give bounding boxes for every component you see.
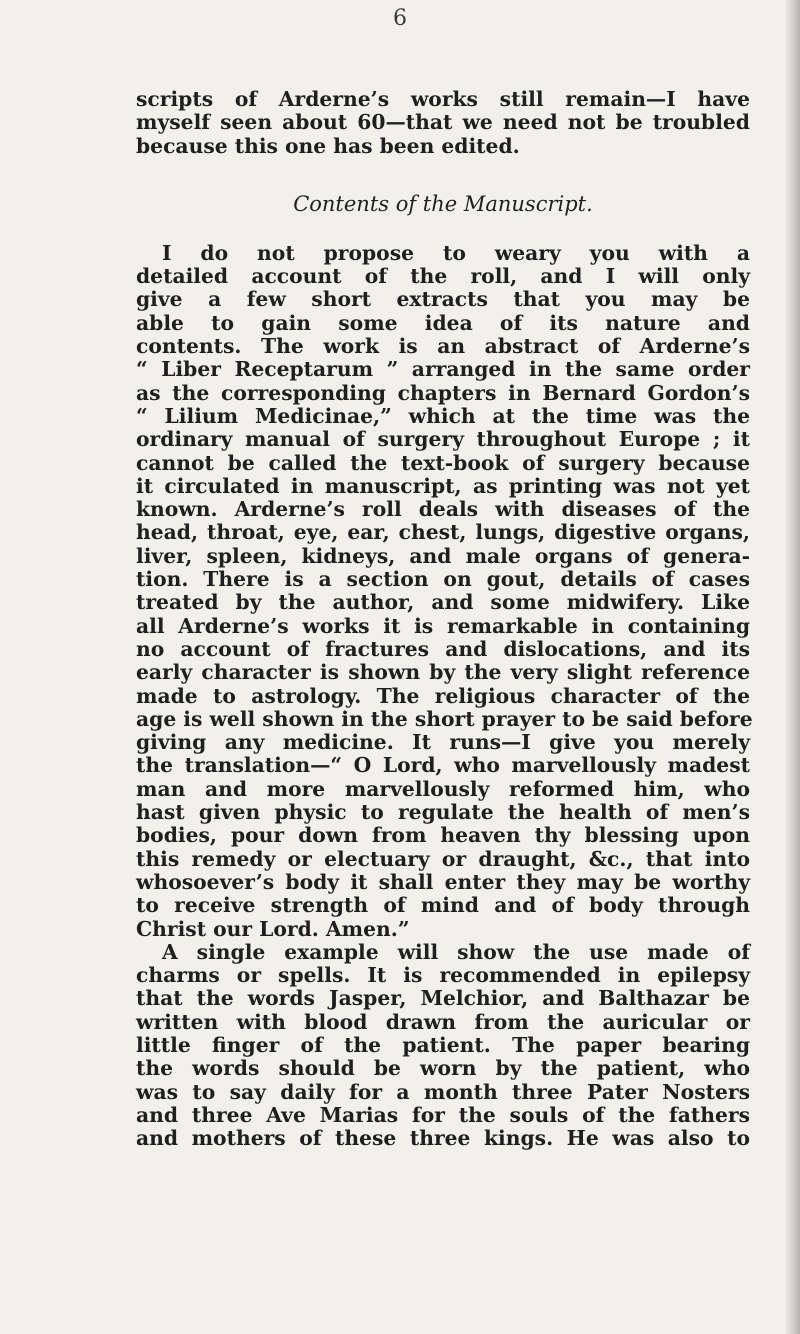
text-line: to receive strength of mind and of body through [136, 893, 750, 918]
text-line: written with blood drawn from the auricular or [136, 1009, 750, 1034]
text-line: head, throat, eye, ear, chest, lungs, digestive organs, [136, 520, 750, 545]
text-body [136, 87, 753, 1151]
text-line: as the corresponding chapters in Bernard Gordon’s [136, 380, 750, 405]
text-line: “ Liber Receptarum ” arranged in the same order [136, 357, 750, 382]
text-line: scripts of Arderne’s works still remain—I have [136, 87, 750, 111]
text-line: tion. There is a section on gout, details of cases [136, 567, 750, 592]
text-line: liver, spleen, kidneys, and male organs of genera- [136, 543, 750, 568]
text-line: giving any medicine. It runs—I give you merely [136, 730, 750, 755]
text-line: was to say daily for a month three Pater Nosters [136, 1079, 750, 1104]
text-line: A single example will show the use made of [162, 939, 750, 964]
text-line: “ Lilium Medicinae,” which at the time was the [136, 403, 750, 428]
text-line: the words should be worn by the patient, who [136, 1056, 750, 1081]
page-edge [786, 0, 800, 1334]
text-line: made to astrology. The religious character of the [136, 683, 750, 708]
text-line: the translation—“ O Lord, who marvellously madest [136, 753, 750, 778]
text-line: known. Arderne’s roll deals with diseases of the [136, 497, 750, 522]
opening-paragraph [136, 88, 750, 158]
text-line: and mothers of these three kings. He was also to [136, 1126, 750, 1151]
text-line: myself seen about 60—that we need not be troubled [136, 110, 750, 135]
text-line: Christ our Lord. Amen.” [136, 916, 410, 941]
text-line: charms or spells. It is recommended in epilepsy [136, 963, 750, 988]
paragraph-charms [136, 941, 750, 1151]
text-line: all Arderne’s works it is remarkable in containing [136, 613, 750, 638]
text-line: I do not propose to weary you with a [162, 240, 750, 265]
paragraph-contents [136, 240, 753, 941]
text-line: that the words Jasper, Melchior, and Balthazar be [136, 986, 750, 1011]
text-line: no account of fractures and dislocations, and its [136, 636, 750, 661]
page-number: 6 [393, 6, 407, 31]
text-line: detailed account of the roll, and I will only [136, 264, 750, 289]
text-line: bodies, pour down from heaven thy blessing upon [136, 823, 750, 848]
text-line: it circulated in manuscript, as printing was not yet [136, 473, 750, 498]
text-line: this remedy or electuary or draught, &c., that into [136, 846, 750, 871]
text-line: little finger of the patient. The paper bearing [136, 1032, 750, 1057]
text-line: hast given physic to regulate the health of men’s [136, 800, 750, 825]
text-line: able to gain some idea of its nature and [136, 310, 750, 335]
text-line: give a few short extracts that you may be [136, 287, 750, 312]
text-line: because this one has been edited. [136, 133, 520, 158]
text-line: early character is shown by the very slight reference [136, 660, 750, 685]
text-line: whosoever’s body it shall enter they may be worthy [136, 869, 750, 894]
text-line: man and more marvellously reformed him, who [136, 776, 750, 801]
section-heading: Contents of the Manuscript. [293, 191, 593, 216]
text-line: age is well shown in the short prayer to be said before [136, 706, 753, 731]
text-line: and three Ave Marias for the souls of the fathers [136, 1102, 750, 1127]
text-line: cannot be called the text-book of surgery because [136, 450, 750, 475]
text-line: contents. The work is an abstract of Arderne’s [136, 334, 750, 359]
text-line: treated by the author, and some midwifery. Like [136, 590, 750, 615]
text-line: ordinary manual of surgery throughout Europe ; it [136, 427, 750, 452]
